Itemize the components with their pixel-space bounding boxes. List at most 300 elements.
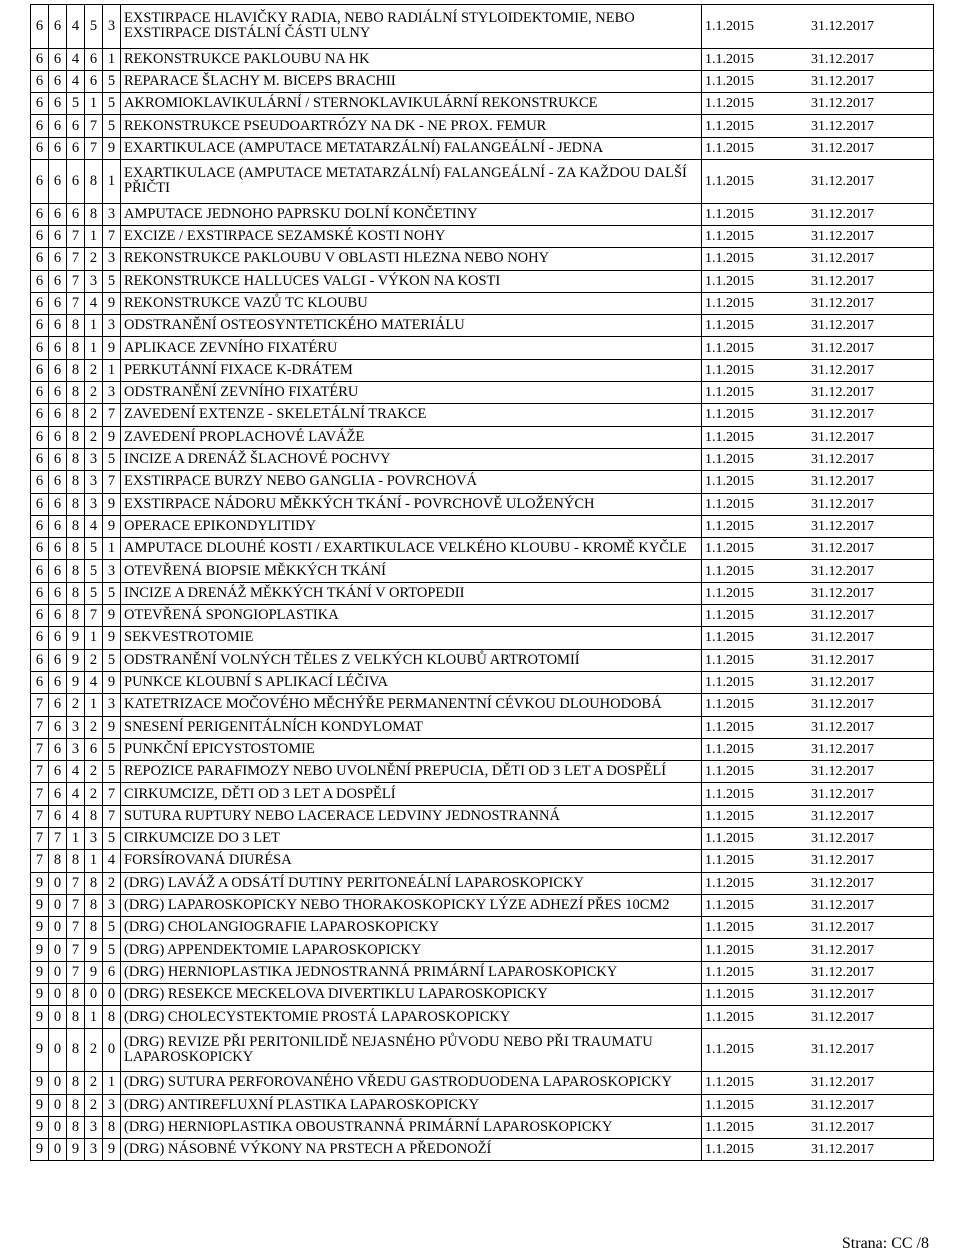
code-digit: 6 [49,738,67,760]
code-digit: 6 [49,671,67,693]
code-digit: 6 [49,248,67,270]
table-row [31,1094,934,1116]
code-digit: 9 [67,1139,85,1161]
code-digit: 2 [85,382,103,404]
code-digit: 6 [31,93,49,115]
code-digit: 3 [103,248,121,270]
valid-from-date: 1.1.2015 [702,827,808,849]
code-digit: 6 [49,605,67,627]
code-digit: 6 [49,582,67,604]
valid-to-date: 31.12.2017 [807,382,934,404]
code-digit: 9 [31,917,49,939]
table-row [31,93,934,115]
code-digit: 7 [103,471,121,493]
code-digit: 6 [49,471,67,493]
code-digit: 6 [49,115,67,137]
valid-from-date: 1.1.2015 [702,515,808,537]
code-digit: 7 [31,761,49,783]
valid-to-date: 31.12.2017 [807,70,934,92]
code-digit: 0 [49,1006,67,1028]
code-digit: 9 [67,671,85,693]
valid-from-date: 1.1.2015 [702,404,808,426]
code-digit: 6 [49,716,67,738]
valid-to-date: 31.12.2017 [807,582,934,604]
code-digit: 7 [67,270,85,292]
code-digit: 1 [85,850,103,872]
code-digit: 7 [85,115,103,137]
procedure-name: INCIZE A DRENÁŽ ŠLACHOVÉ POCHVY [121,448,702,470]
code-digit: 9 [103,605,121,627]
procedure-name: CIRKUMCIZE DO 3 LET [121,827,702,849]
valid-from-date: 1.1.2015 [702,783,808,805]
table-row [31,649,934,671]
code-digit: 9 [103,426,121,448]
code-digit: 7 [67,917,85,939]
code-digit: 6 [31,471,49,493]
procedure-name: OTEVŘENÁ BIOPSIE MĚKKÝCH TKÁNÍ [121,560,702,582]
code-digit: 9 [103,137,121,159]
valid-from-date: 1.1.2015 [702,738,808,760]
table-row [31,70,934,92]
table-row [31,827,934,849]
valid-from-date: 1.1.2015 [702,1094,808,1116]
valid-from-date: 1.1.2015 [702,1006,808,1028]
valid-from-date: 1.1.2015 [702,984,808,1006]
code-digit: 8 [67,538,85,560]
valid-from-date: 1.1.2015 [702,894,808,916]
code-digit: 2 [85,404,103,426]
code-digit: 9 [31,961,49,983]
table-row [31,1072,934,1094]
code-digit: 3 [85,1116,103,1138]
procedure-name: SUTURA RUPTURY NEBO LACERACE LEDVINY JEDNOSTRANNÁ [121,805,702,827]
code-digit: 6 [49,426,67,448]
valid-from-date: 1.1.2015 [702,471,808,493]
code-digit: 0 [85,984,103,1006]
valid-to-date: 31.12.2017 [807,783,934,805]
code-digit: 7 [31,783,49,805]
table-row [31,850,934,872]
code-digit: 0 [49,984,67,1006]
code-digit: 3 [85,270,103,292]
code-digit: 2 [85,248,103,270]
code-digit: 6 [31,270,49,292]
code-digit: 8 [67,984,85,1006]
procedure-name: KATETRIZACE MOČOVÉHO MĚCHÝŘE PERMANENTNÍ CÉVKOU DLOUHODOBÁ [121,694,702,716]
code-digit: 6 [49,292,67,314]
valid-from-date: 1.1.2015 [702,1116,808,1138]
procedure-name: (DRG) CHOLECYSTEKTOMIE PROSTÁ LAPAROSKOPICKY [121,1006,702,1028]
code-digit: 7 [103,783,121,805]
code-digit: 5 [103,582,121,604]
code-digit: 8 [49,850,67,872]
code-digit: 5 [85,538,103,560]
valid-from-date: 1.1.2015 [702,1139,808,1161]
code-digit: 9 [31,1028,49,1072]
valid-from-date: 1.1.2015 [702,538,808,560]
code-digit: 3 [103,315,121,337]
procedure-table [30,4,934,1161]
code-digit: 2 [85,716,103,738]
code-digit: 7 [67,225,85,247]
code-digit: 9 [103,1139,121,1161]
table-row [31,48,934,70]
procedure-name: REPOZICE PARAFIMOZY NEBO UVOLNĚNÍ PREPUCIA, DĚTI OD 3 LET A DOSPĚLÍ [121,761,702,783]
valid-from-date: 1.1.2015 [702,160,808,204]
valid-from-date: 1.1.2015 [702,805,808,827]
code-digit: 7 [67,292,85,314]
table-row [31,404,934,426]
valid-to-date: 31.12.2017 [807,560,934,582]
code-digit: 7 [31,805,49,827]
procedure-name: ODSTRANĚNÍ ZEVNÍHO FIXATÉRU [121,382,702,404]
code-digit: 2 [67,694,85,716]
code-digit: 1 [85,315,103,337]
valid-from-date: 1.1.2015 [702,961,808,983]
code-digit: 8 [67,448,85,470]
procedure-name: REKONSTRUKCE PAKLOUBU V OBLASTI HLEZNA NEBO NOHY [121,248,702,270]
valid-to-date: 31.12.2017 [807,872,934,894]
valid-from-date: 1.1.2015 [702,382,808,404]
valid-from-date: 1.1.2015 [702,761,808,783]
valid-from-date: 1.1.2015 [702,605,808,627]
code-digit: 5 [103,93,121,115]
code-digit: 8 [85,160,103,204]
table-row [31,1116,934,1138]
code-digit: 3 [103,694,121,716]
code-digit: 7 [31,716,49,738]
code-digit: 8 [67,315,85,337]
code-digit: 4 [67,70,85,92]
code-digit: 5 [85,560,103,582]
valid-to-date: 31.12.2017 [807,805,934,827]
valid-from-date: 1.1.2015 [702,627,808,649]
code-digit: 6 [49,359,67,381]
procedure-name: ZAVEDENÍ PROPLACHOVÉ LAVÁŽE [121,426,702,448]
code-digit: 8 [103,1006,121,1028]
table-row [31,248,934,270]
valid-to-date: 31.12.2017 [807,93,934,115]
code-digit: 6 [49,203,67,225]
code-digit: 6 [31,315,49,337]
table-row [31,783,934,805]
code-digit: 5 [67,93,85,115]
valid-to-date: 31.12.2017 [807,671,934,693]
procedure-name: EXARTIKULACE (AMPUTACE METATARZÁLNÍ) FALANGEÁLNÍ - ZA KAŽDOU DALŠÍ PŘIČTI [121,160,702,204]
code-digit: 8 [67,560,85,582]
code-digit: 6 [49,48,67,70]
code-digit: 1 [67,827,85,849]
valid-to-date: 31.12.2017 [807,270,934,292]
valid-from-date: 1.1.2015 [702,1028,808,1072]
code-digit: 1 [103,160,121,204]
procedure-name: REKONSTRUKCE HALLUCES VALGI - VÝKON NA KOSTI [121,270,702,292]
code-digit: 4 [67,5,85,49]
code-digit: 6 [31,605,49,627]
valid-from-date: 1.1.2015 [702,315,808,337]
code-digit: 5 [103,448,121,470]
code-digit: 7 [85,137,103,159]
code-digit: 9 [67,649,85,671]
valid-from-date: 1.1.2015 [702,649,808,671]
valid-to-date: 31.12.2017 [807,694,934,716]
table-row [31,137,934,159]
valid-from-date: 1.1.2015 [702,93,808,115]
code-digit: 6 [31,70,49,92]
procedure-name: (DRG) LAPAROSKOPICKY NEBO THORAKOSKOPICKY LÝZE ADHEZÍ PŘES 10CM2 [121,894,702,916]
code-digit: 6 [49,70,67,92]
table-row [31,1139,934,1161]
table-row [31,917,934,939]
code-digit: 6 [49,649,67,671]
code-digit: 9 [31,1139,49,1161]
procedure-name: ZAVEDENÍ EXTENZE - SKELETÁLNÍ TRAKCE [121,404,702,426]
code-digit: 1 [85,627,103,649]
code-digit: 6 [31,560,49,582]
code-digit: 6 [31,448,49,470]
code-digit: 9 [31,1072,49,1094]
table-row [31,805,934,827]
table-row [31,961,934,983]
code-digit: 6 [49,404,67,426]
valid-to-date: 31.12.2017 [807,493,934,515]
valid-from-date: 1.1.2015 [702,850,808,872]
code-digit: 8 [67,404,85,426]
code-digit: 3 [85,1139,103,1161]
code-digit: 5 [103,649,121,671]
valid-from-date: 1.1.2015 [702,225,808,247]
valid-from-date: 1.1.2015 [702,939,808,961]
code-digit: 3 [67,738,85,760]
valid-from-date: 1.1.2015 [702,292,808,314]
table-row [31,627,934,649]
code-digit: 5 [103,917,121,939]
valid-to-date: 31.12.2017 [807,426,934,448]
code-digit: 8 [67,515,85,537]
valid-from-date: 1.1.2015 [702,203,808,225]
valid-from-date: 1.1.2015 [702,70,808,92]
code-digit: 6 [31,359,49,381]
code-digit: 6 [49,315,67,337]
valid-to-date: 31.12.2017 [807,716,934,738]
code-digit: 6 [31,426,49,448]
valid-from-date: 1.1.2015 [702,5,808,49]
valid-to-date: 31.12.2017 [807,225,934,247]
procedure-name: (DRG) REVIZE PŘI PERITONILIDĚ NEJASNÉHO PŮVODU NEBO PŘI TRAUMATU LAPAROSKOPICKY [121,1028,702,1072]
table-row [31,538,934,560]
procedure-name: ODSTRANĚNÍ OSTEOSYNTETICKÉHO MATERIÁLU [121,315,702,337]
valid-from-date: 1.1.2015 [702,115,808,137]
valid-to-date: 31.12.2017 [807,850,934,872]
table-row [31,738,934,760]
valid-from-date: 1.1.2015 [702,872,808,894]
table-row [31,939,934,961]
code-digit: 6 [49,5,67,49]
table-row [31,872,934,894]
valid-from-date: 1.1.2015 [702,426,808,448]
valid-to-date: 31.12.2017 [807,939,934,961]
code-digit: 5 [103,939,121,961]
code-digit: 1 [85,93,103,115]
code-digit: 3 [67,716,85,738]
code-digit: 8 [85,917,103,939]
table-row [31,716,934,738]
code-digit: 2 [85,426,103,448]
code-digit: 6 [31,292,49,314]
procedure-name: EXSTIRPACE BURZY NEBO GANGLIA - POVRCHOVÁ [121,471,702,493]
table-row [31,582,934,604]
table-row [31,761,934,783]
procedure-name: REKONSTRUKCE VAZŮ TC KLOUBU [121,292,702,314]
valid-to-date: 31.12.2017 [807,1116,934,1138]
valid-to-date: 31.12.2017 [807,248,934,270]
code-digit: 6 [67,115,85,137]
code-digit: 7 [67,894,85,916]
table-row [31,515,934,537]
procedure-name: (DRG) HERNIOPLASTIKA OBOUSTRANNÁ PRIMÁRNÍ LAPAROSKOPICKY [121,1116,702,1138]
procedure-name: AMPUTACE DLOUHÉ KOSTI / EXARTIKULACE VELKÉHO KLOUBU - KROMĚ KYČLE [121,538,702,560]
procedure-name: SNESENÍ PERIGENITÁLNÍCH KONDYLOMAT [121,716,702,738]
code-digit: 1 [103,1072,121,1094]
code-digit: 6 [49,337,67,359]
code-digit: 6 [31,627,49,649]
table-row [31,5,934,49]
procedure-name: REKONSTRUKCE PAKLOUBU NA HK [121,48,702,70]
valid-to-date: 31.12.2017 [807,404,934,426]
code-digit: 8 [67,337,85,359]
procedure-name: (DRG) APPENDEKTOMIE LAPAROSKOPICKY [121,939,702,961]
code-digit: 0 [49,894,67,916]
procedure-name: (DRG) SUTURA PERFOROVANÉHO VŘEDU GASTRODUODENA LAPAROSKOPICKY [121,1072,702,1094]
valid-to-date: 31.12.2017 [807,538,934,560]
valid-to-date: 31.12.2017 [807,315,934,337]
procedure-name: ODSTRANĚNÍ VOLNÝCH TĚLES Z VELKÝCH KLOUBŮ ARTROTOMIÍ [121,649,702,671]
code-digit: 6 [31,248,49,270]
code-digit: 1 [85,337,103,359]
code-digit: 9 [103,627,121,649]
code-digit: 5 [103,115,121,137]
code-digit: 6 [49,627,67,649]
table-row [31,225,934,247]
code-digit: 9 [31,984,49,1006]
code-digit: 8 [67,1072,85,1094]
code-digit: 9 [103,337,121,359]
code-digit: 2 [85,761,103,783]
code-digit: 6 [85,70,103,92]
code-digit: 7 [49,827,67,849]
table-row [31,605,934,627]
code-digit: 9 [31,1094,49,1116]
code-digit: 5 [103,827,121,849]
code-digit: 6 [31,160,49,204]
code-digit: 2 [85,1072,103,1094]
code-digit: 0 [49,1116,67,1138]
code-digit: 7 [31,850,49,872]
code-digit: 0 [49,1139,67,1161]
valid-from-date: 1.1.2015 [702,694,808,716]
code-digit: 8 [67,850,85,872]
valid-from-date: 1.1.2015 [702,337,808,359]
code-digit: 5 [103,70,121,92]
valid-to-date: 31.12.2017 [807,203,934,225]
valid-to-date: 31.12.2017 [807,827,934,849]
procedure-name: FORSÍROVANÁ DIURÉSA [121,850,702,872]
procedure-name: (DRG) CHOLANGIOGRAFIE LAPAROSKOPICKY [121,917,702,939]
code-digit: 2 [103,872,121,894]
procedure-name: INCIZE A DRENÁŽ MĚKKÝCH TKÁNÍ V ORTOPEDII [121,582,702,604]
code-digit: 8 [67,382,85,404]
code-digit: 3 [85,493,103,515]
code-digit: 2 [85,1028,103,1072]
code-digit: 0 [49,939,67,961]
valid-to-date: 31.12.2017 [807,292,934,314]
code-digit: 0 [49,1028,67,1072]
code-digit: 6 [49,783,67,805]
code-digit: 6 [31,382,49,404]
code-digit: 8 [67,426,85,448]
procedure-name: REPARACE ŠLACHY M. BICEPS BRACHII [121,70,702,92]
code-digit: 1 [103,359,121,381]
code-digit: 6 [67,137,85,159]
code-digit: 8 [85,894,103,916]
code-digit: 8 [67,1006,85,1028]
valid-to-date: 31.12.2017 [807,605,934,627]
code-digit: 9 [103,671,121,693]
code-digit: 6 [67,203,85,225]
code-digit: 6 [49,805,67,827]
code-digit: 8 [67,605,85,627]
valid-to-date: 31.12.2017 [807,471,934,493]
code-digit: 6 [31,137,49,159]
table-row [31,894,934,916]
valid-from-date: 1.1.2015 [702,716,808,738]
procedure-name: PUNKČNÍ EPICYSTOSTOMIE [121,738,702,760]
table-row [31,292,934,314]
code-digit: 3 [103,382,121,404]
code-digit: 7 [103,805,121,827]
code-digit: 8 [85,872,103,894]
code-digit: 3 [85,827,103,849]
code-digit: 1 [103,538,121,560]
code-digit: 1 [103,48,121,70]
code-digit: 1 [85,694,103,716]
table-row [31,560,934,582]
code-digit: 9 [31,939,49,961]
code-digit: 8 [67,493,85,515]
valid-to-date: 31.12.2017 [807,961,934,983]
valid-to-date: 31.12.2017 [807,738,934,760]
code-digit: 0 [49,872,67,894]
code-digit: 7 [67,961,85,983]
procedure-name: EXSTIRPACE NÁDORU MĚKKÝCH TKÁNÍ - POVRCHOVĚ ULOŽENÝCH [121,493,702,515]
valid-to-date: 31.12.2017 [807,1006,934,1028]
table-row [31,694,934,716]
valid-to-date: 31.12.2017 [807,649,934,671]
valid-from-date: 1.1.2015 [702,359,808,381]
code-digit: 0 [103,1028,121,1072]
code-digit: 6 [31,671,49,693]
code-digit: 5 [103,738,121,760]
table-row [31,203,934,225]
table-row [31,1006,934,1028]
code-digit: 6 [49,761,67,783]
code-digit: 2 [85,783,103,805]
code-digit: 8 [67,1116,85,1138]
code-digit: 4 [85,671,103,693]
code-digit: 9 [103,292,121,314]
procedure-name: OPERACE EPIKONDYLITIDY [121,515,702,537]
code-digit: 6 [49,694,67,716]
